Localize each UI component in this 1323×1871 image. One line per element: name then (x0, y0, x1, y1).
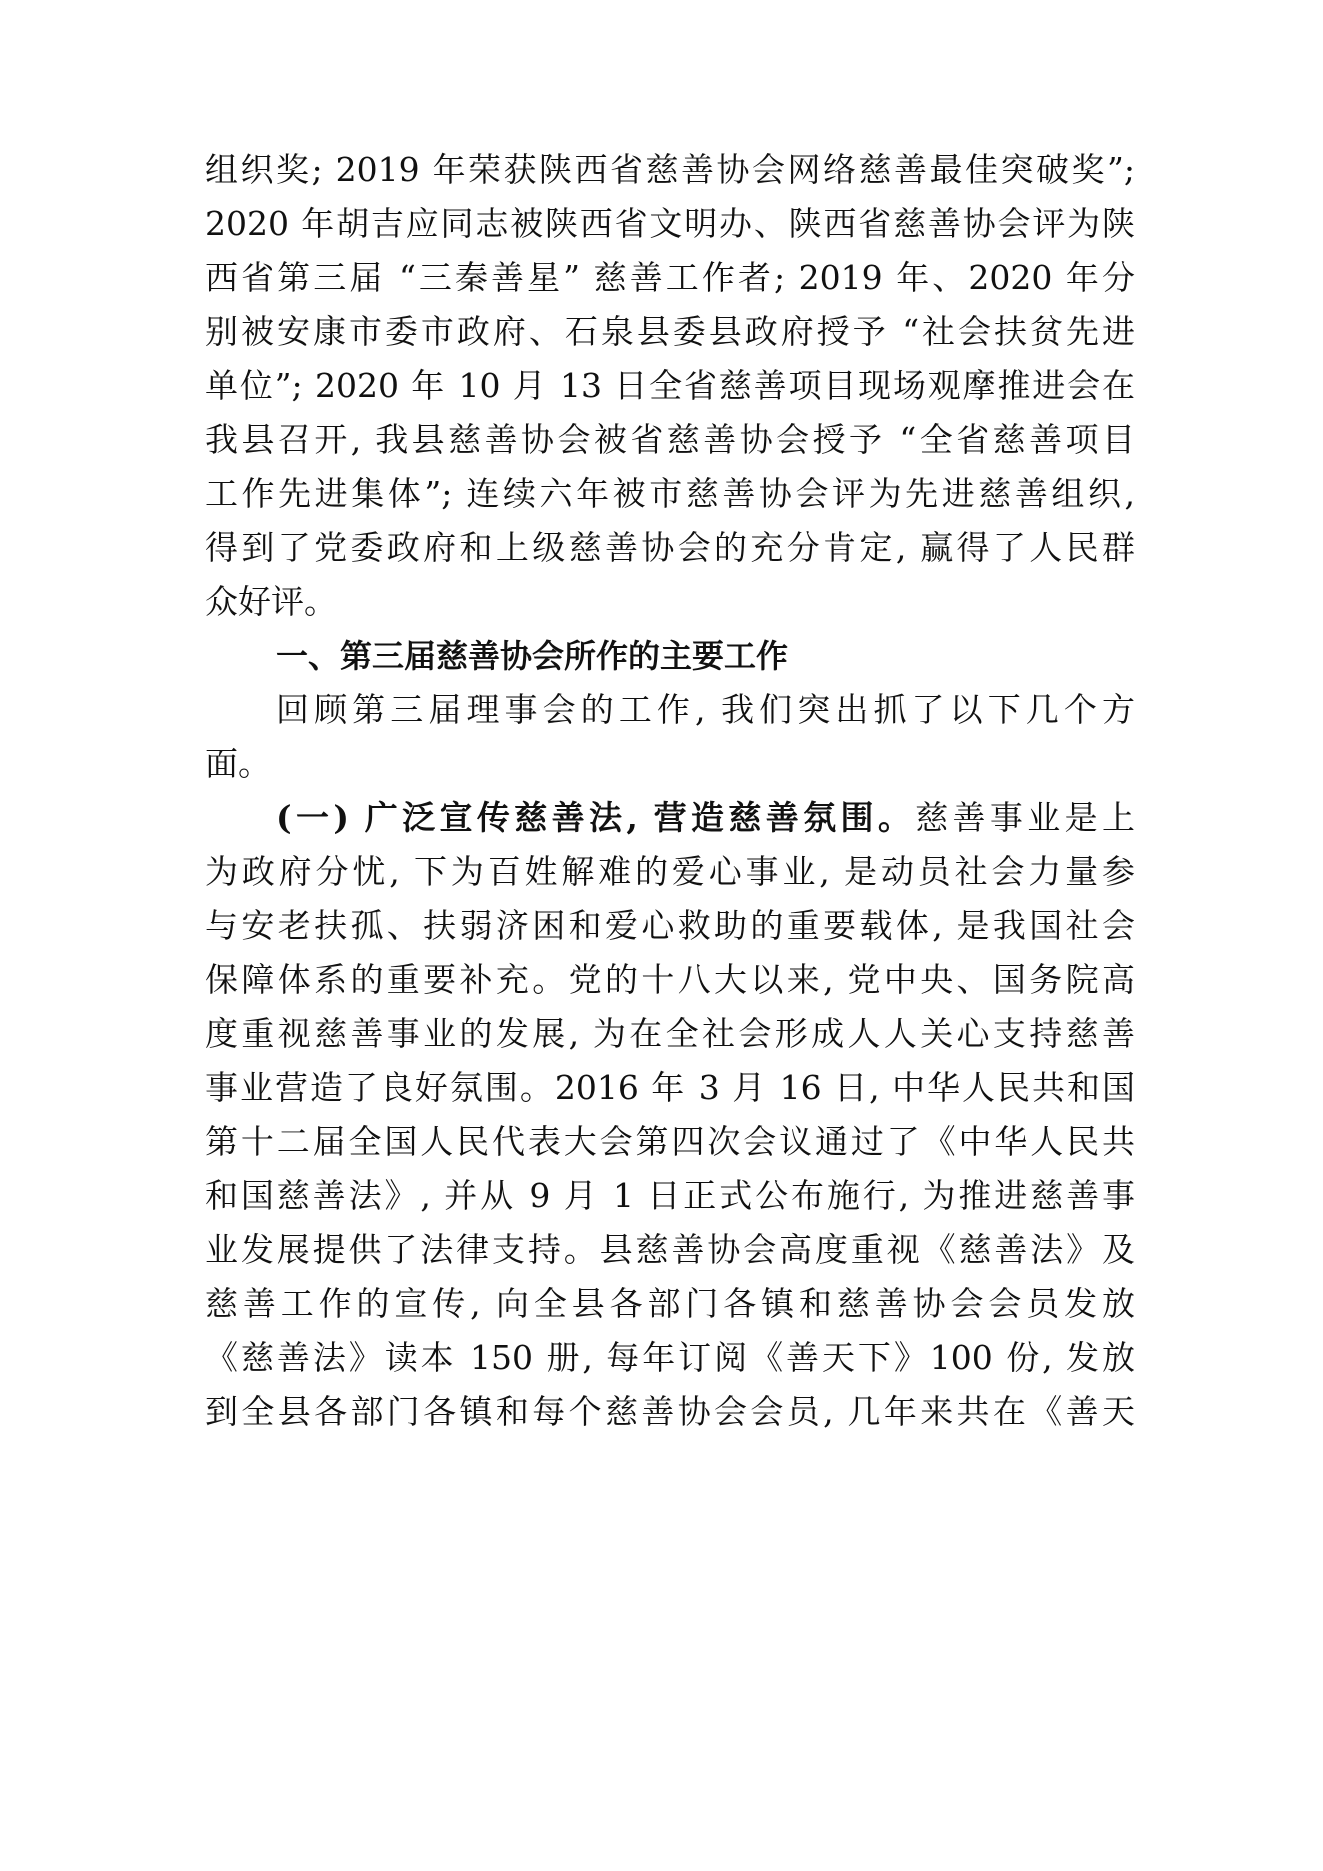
section-heading: 一、第三届慈善协会所作的主要工作 (276, 637, 789, 675)
text-line: 为政府分忧, 下为百姓解难的爱心事业, 是动员社会力量参 (205, 852, 1135, 891)
text-line: 面。 (205, 744, 271, 783)
text-line: 工作先进集体”; 连续六年被市慈善协会评为先进慈善组织, (205, 474, 1135, 513)
text-line: 我县召开, 我县慈善协会被省慈善协会授予 “全省慈善项目 (205, 420, 1135, 459)
text-line: 回顾第三届理事会的工作, 我们突出抓了以下几个方 (276, 690, 1135, 729)
text-line: 慈善工作的宣传, 向全县各部门各镇和慈善协会会员发放 (205, 1284, 1135, 1323)
text-line: 与安老扶孤、扶弱济困和爱心救助的重要载体, 是我国社会 (205, 906, 1135, 945)
text-line: 到全县各部门各镇和每个慈善协会会员, 几年来共在《善天 (205, 1392, 1135, 1431)
subsection-first-line (276, 788, 1135, 848)
text-line: 得到了党委政府和上级慈善协会的充分肯定, 赢得了人民群 (205, 528, 1135, 567)
subsection-heading: (一) 广泛宣传慈善法, 营造慈善氛围。 (276, 798, 916, 837)
text-line: 和国慈善法》, 并从 9 月 1 日正式公布施行, 为推进慈善事 (205, 1176, 1135, 1215)
subsection-first-line-text: 慈善事业是上 (915, 798, 1135, 837)
text-line: 组织奖; 2019 年荣获陕西省慈善协会网络慈善最佳突破奖”; (205, 150, 1135, 189)
text-line: 第十二届全国人民代表大会第四次会议通过了《中华人民共 (205, 1122, 1135, 1161)
text-line: 事业营造了良好氛围。2016 年 3 月 16 日, 中华人民共和国 (205, 1068, 1135, 1107)
text-line: 西省第三届 “三秦善星” 慈善工作者; 2019 年、2020 年分 (205, 258, 1135, 297)
text-line: 业发展提供了法律支持。县慈善协会高度重视《慈善法》及 (205, 1230, 1135, 1269)
text-line: 度重视慈善事业的发展, 为在全社会形成人人关心支持慈善 (205, 1014, 1135, 1053)
text-line: 2020 年胡吉应同志被陕西省文明办、陕西省慈善协会评为陕 (205, 204, 1135, 243)
text-line: 单位”; 2020 年 10 月 13 日全省慈善项目现场观摩推进会在 (205, 366, 1135, 405)
text-line: 保障体系的重要补充。党的十八大以来, 党中央、国务院高 (205, 960, 1135, 999)
text-line: 众好评。 (205, 582, 337, 621)
text-line: 别被安康市委市政府、石泉县委县政府授予 “社会扶贫先进 (205, 312, 1135, 351)
text-line: 《慈善法》读本 150 册, 每年订阅《善天下》100 份, 发放 (205, 1338, 1135, 1377)
